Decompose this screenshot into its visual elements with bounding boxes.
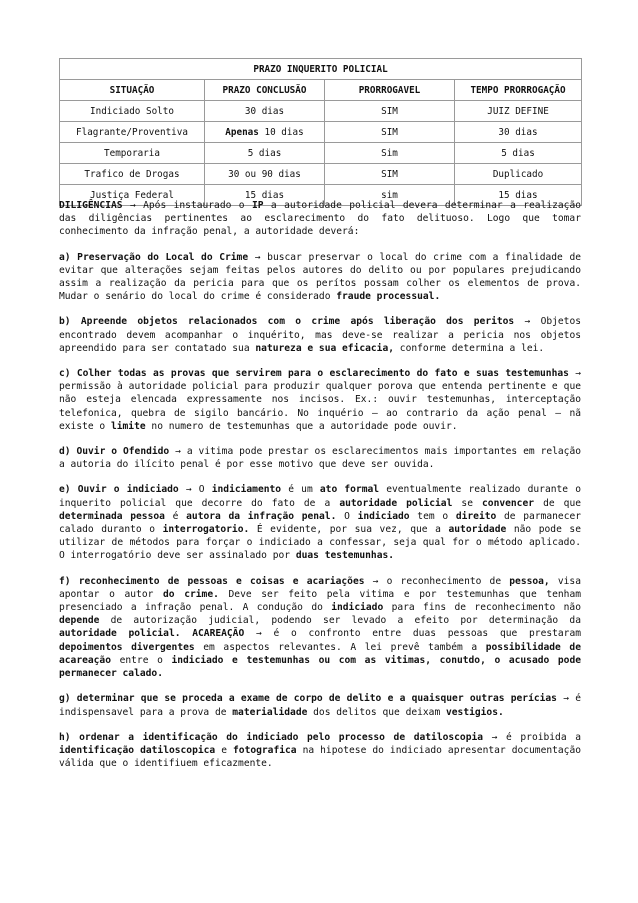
table-cell: 5 dias bbox=[205, 143, 325, 164]
text-run: eventualmente realizado durante o inquerito policial que decorre do fato de a bbox=[59, 484, 581, 509]
bold-text: convencer bbox=[482, 497, 535, 509]
text-run: e bbox=[215, 744, 234, 756]
table-cell: 15 dias bbox=[205, 185, 325, 206]
bold-text: autora da infração penal. bbox=[186, 510, 337, 522]
column-header: PRAZO CONCLUSÃO bbox=[205, 80, 325, 101]
bold-text: indiciado bbox=[331, 602, 384, 614]
text-run: visa apontar o autor bbox=[59, 575, 581, 600]
bold-text: indiciado e testemunhas ou com as vitimas, conutdo, o acusado pode permanecer calado. bbox=[59, 654, 581, 680]
column-header: SITUAÇÃO bbox=[60, 80, 205, 101]
table-cell: 15 dias bbox=[455, 185, 582, 206]
text-run: na hipotese do indiciado apresentar documentação válida que o identifiuem eficazmente. bbox=[59, 744, 582, 770]
bold-text: fraude processual. bbox=[336, 291, 441, 303]
paragraph-pa bbox=[59, 251, 581, 304]
bold-text: autoridade bbox=[448, 524, 507, 536]
text-run: O bbox=[336, 510, 358, 522]
text-run: é bbox=[164, 510, 187, 522]
table-cell bbox=[205, 122, 325, 143]
text-run: em aspectos relevantes. A lei prevê também a bbox=[194, 641, 486, 653]
text-run: → buscar preservar o local do crime com a finalidade de evitar que alterações sejam feitas pelos autores do delito ou por populares prejudicando assim a realização da pericia para que os perítos possam colher os elementos de prova. Mudar o senário do local do crime é considerado bbox=[59, 251, 581, 303]
bold-text: natureza e sua eficacia, bbox=[255, 342, 395, 354]
table-cell: Temporaria bbox=[60, 143, 205, 164]
table-cell: SIM bbox=[325, 122, 455, 143]
bold-text: pessoa, bbox=[509, 575, 550, 587]
bold-text: b) Apreende objetos relacionados com o crime após liberação dos peritos bbox=[59, 316, 515, 328]
bold-text: do crime. bbox=[163, 588, 219, 600]
column-header: PRORROGAVEL bbox=[325, 80, 455, 101]
bold-text: h) ordenar a identificação do indiciado pelo processo de datiloscopia bbox=[59, 731, 484, 743]
text-run: É evidente, por sua vez, que a bbox=[249, 524, 449, 536]
text-run: Deve ser feito pela vitima e por testemunhas que tenham presenciado a infração penal. A condução do bbox=[59, 588, 582, 614]
bold-text: vestigios. bbox=[446, 706, 504, 718]
bold-text: interrogatorio. bbox=[162, 524, 250, 536]
bold-text: f) reconhecimento de pessoas e coisas e acariações bbox=[59, 575, 365, 587]
bold-text: autoridade policial. ACAREAÇÃO bbox=[59, 628, 245, 640]
table-row bbox=[60, 143, 582, 164]
paragraph-pe bbox=[59, 483, 581, 562]
table-row bbox=[60, 164, 582, 185]
bold-text: determinada pessoa bbox=[59, 510, 165, 522]
bold-text: g) determinar que se proceda a exame de corpo de delito e a quaisquer outras perícias bbox=[59, 693, 557, 705]
bold-text: indiciado bbox=[357, 510, 410, 522]
text-run: → é o confronto entre duas pessoas que prestaram bbox=[244, 628, 581, 640]
table-cell: Sim bbox=[325, 143, 455, 164]
paragraph-pb bbox=[59, 315, 581, 355]
table-header-row bbox=[60, 80, 582, 101]
bold-text: possibilidade de acareação bbox=[59, 641, 581, 666]
text-run: é um bbox=[281, 484, 320, 496]
text-run: dos delitos que deixam bbox=[307, 706, 446, 718]
bold-text: depende bbox=[59, 615, 100, 627]
table-title-row bbox=[60, 59, 582, 80]
column-header: TEMPO PRORROGAÇÃO bbox=[455, 80, 582, 101]
table-cell-value: 10 dias bbox=[264, 126, 304, 138]
paragraph-pc bbox=[59, 367, 581, 433]
paragraph-pg bbox=[59, 692, 581, 718]
text-run: se bbox=[452, 497, 483, 509]
bold-text: d) Ouvir o Ofendido bbox=[59, 446, 170, 458]
text-run: de parmanecer calado duranto o bbox=[59, 510, 582, 536]
table-cell: 30 dias bbox=[455, 122, 582, 143]
bold-text: identificação datiloscopica bbox=[59, 744, 216, 756]
bold-text: fotografica bbox=[233, 744, 297, 756]
text-run: de autorização judicial, podendo ser levado a efeito por determinação da bbox=[99, 615, 581, 627]
table-cell: 30 ou 90 dias bbox=[205, 164, 325, 185]
bold-text: IP bbox=[251, 200, 264, 211]
table-cell: SIM bbox=[325, 164, 455, 185]
bold-text: indiciamento bbox=[211, 484, 282, 496]
text-run: entre o bbox=[110, 654, 172, 666]
text-run: → O bbox=[178, 484, 212, 496]
table-cell: 30 dias bbox=[205, 101, 325, 122]
text-run: → é proibida a bbox=[483, 731, 581, 743]
paragraph-pf bbox=[59, 575, 581, 681]
table-cell: JUIZ DEFINE bbox=[455, 101, 582, 122]
table-cell: 5 dias bbox=[455, 143, 582, 164]
text-run: não pode se utilizar de métodos para forçar o indiciado a confessar, seja qual for o método aplicado. O interrogatório deve ser assinalado por bbox=[59, 524, 581, 562]
bold-text: duas testemunhas. bbox=[295, 550, 395, 562]
table-cell: SIM bbox=[325, 101, 455, 122]
table-cell: Justiça Federal bbox=[60, 185, 205, 206]
table-cell: sim bbox=[325, 185, 455, 206]
bold-text: DILIGÊNCIAS bbox=[59, 200, 123, 211]
bold-text: depoimentos divergentes bbox=[59, 641, 195, 653]
bold-text: direito bbox=[455, 510, 497, 522]
text-run: no numero de testemunhas que a autoridade pode ouvir. bbox=[145, 420, 458, 432]
bold-text: materialidade bbox=[232, 706, 308, 718]
table-cell-bold-prefix: Apenas bbox=[225, 126, 259, 138]
bold-text: a) Preservação do Local do Crime bbox=[59, 251, 249, 263]
text-run: a autoridade policial devera determinar a realização das diligências pertinentes ao esclarecimento do fato delituoso. Logo que tomar conhecimento da infração penal, a autoridade deverá: bbox=[59, 200, 582, 238]
text-run: de que bbox=[534, 497, 581, 509]
prazo-table bbox=[59, 58, 582, 206]
table-cell: Trafico de Drogas bbox=[60, 164, 205, 185]
text-run: conforme determina a lei. bbox=[394, 342, 545, 354]
text-run: para fins de reconhecimento não bbox=[383, 602, 581, 614]
text-run: → a vitima pode prestar os esclarecimentos mais importantes em relação a autoria do ilícito penal é por esse motivo que deve ser ouvida. bbox=[59, 446, 582, 471]
bold-text: autoridade policial bbox=[339, 497, 453, 509]
text-run: → permissão à autoridade policial para produzir qualquer porova que entenda pertinente e que não esteja elencada expressamente nos incisos. Ex.: ouvir testemunhas, interceptação telefonica, quebra de sigilo bancário. No inquério — ao contrario da ação penal — nã existe o bbox=[59, 368, 581, 432]
text-run: → Objetos encontrado devem acompanhar o inquérito, mas deve-se realizar a pericia nos objetos apreendido para ser contatado sua bbox=[59, 316, 582, 354]
bold-text: c) Colher todas as provas que servirem para o esclarecimento do fato e suas testemunhas bbox=[59, 368, 569, 380]
text-run: tem o bbox=[409, 510, 456, 522]
table-title: PRAZO INQUERITO POLICIAL bbox=[60, 59, 582, 80]
table-cell: Flagrante/Proventiva bbox=[60, 122, 205, 143]
paragraph-ph bbox=[59, 731, 581, 771]
table-row bbox=[60, 101, 582, 122]
paragraph-p0 bbox=[59, 199, 581, 239]
bold-text: ato formal bbox=[319, 484, 380, 496]
body-text bbox=[59, 199, 581, 782]
paragraph-pd bbox=[59, 445, 581, 471]
table-cell: Duplicado bbox=[455, 164, 582, 185]
text-run: → o reconhecimento de bbox=[364, 575, 510, 587]
table-cell: Indiciado Solto bbox=[60, 101, 205, 122]
bold-text: e) Ouvir o indiciado bbox=[59, 484, 179, 496]
table-row bbox=[60, 122, 582, 143]
text-run: → é indispensavel para a prova de bbox=[59, 693, 581, 718]
bold-text: limite bbox=[110, 420, 146, 432]
text-run: → Após instaurado o bbox=[122, 200, 252, 211]
